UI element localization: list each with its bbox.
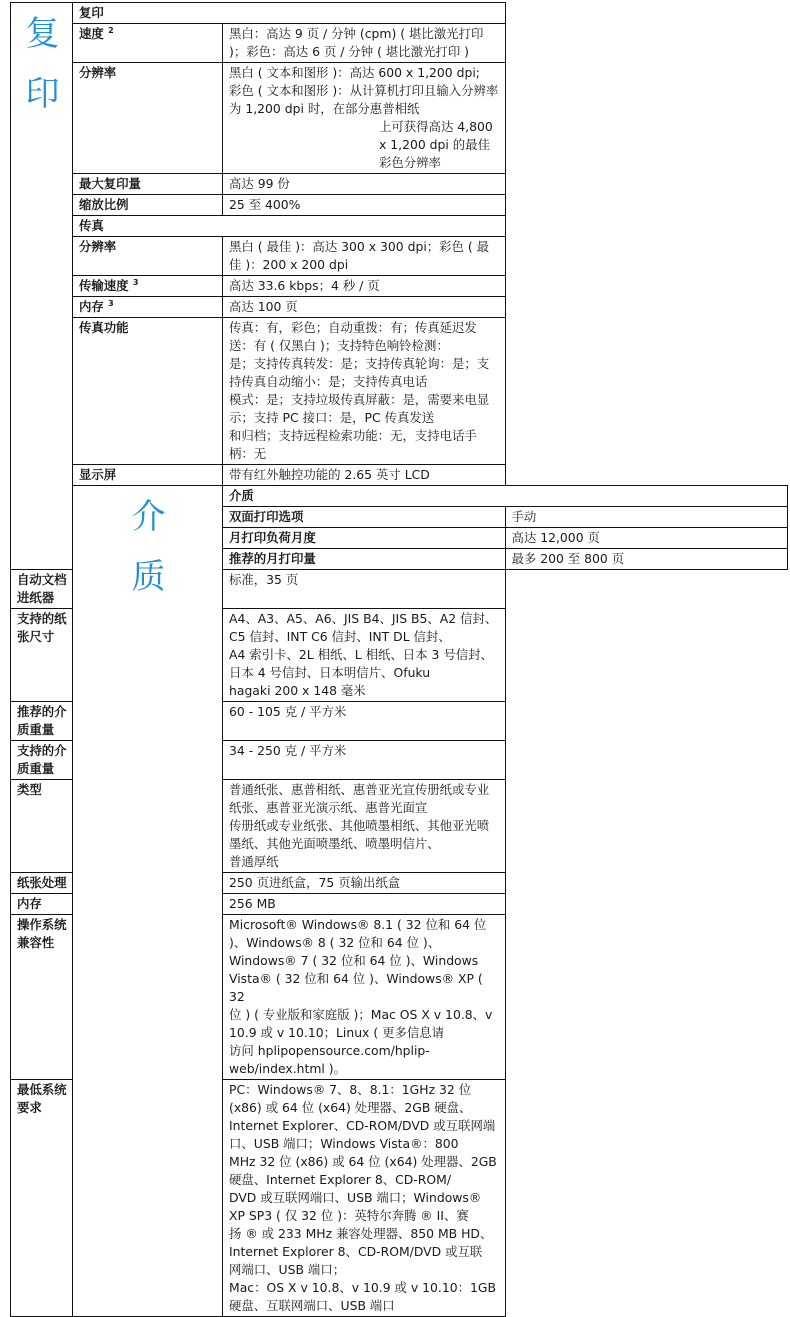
side-label-copy (11, 3, 73, 570)
section-title-copy: 复印 (73, 3, 506, 24)
section-title-fax: 传真 (73, 216, 506, 237)
row-value-fax-resolution: 黑白 ( 最佳 )：高达 300 x 300 dpi；彩色 ( 最佳 )：200 x 200 dpi (223, 237, 506, 276)
row-value-recommended-volume: 最多 200 至 800 页 (505, 549, 788, 570)
side-char-media-2: 质 (131, 557, 166, 597)
row-label-resolution: 分辨率 (73, 63, 223, 174)
row-label-paper-handling: 纸张处理 (11, 873, 73, 894)
row-label-fax-resolution: 分辨率 (73, 237, 223, 276)
row-value-display: 带有红外触控功能的 2.65 英寸 LCD (223, 465, 506, 486)
row-label-memory: 内存 (11, 894, 73, 915)
table-row (11, 276, 788, 297)
row-value-recommended-weight: 60 - 105 克 / 平方米 (223, 702, 506, 741)
row-value-memory: 256 MB (223, 894, 506, 915)
side-char-copy-1: 复 (25, 14, 60, 54)
row-label-duty-cycle: 月打印负荷月度 (223, 528, 506, 549)
row-label-recommended-volume: 推荐的月打印量 (223, 549, 506, 570)
row-label-duplex: 双面打印选项 (223, 507, 506, 528)
section-header-copy (11, 3, 788, 24)
row-value-paper-sizes: A4、A3、A5、A6、JIS B4、JIS B5、A2 信封、C5 信封、INT C6 信封、INT DL 信封、 A4 索引卡、2L 相纸、L 相纸、日本 3 号信封、日本 4 号信封、日本明信片、Ofuku hagaki 200 x 148 毫米 (223, 609, 506, 702)
table-row (11, 174, 788, 195)
row-label-types: 类型 (11, 780, 73, 873)
row-value-speed: 黑白：高达 9 页 / 分钟 (cpm) ( 堪比激光打印 )；彩色：高达 6 页 / 分钟 ( 堪比激光打印 ) (223, 24, 506, 63)
row-label-fax-memory: 内存 $^3$ (73, 297, 223, 318)
row-label-min-req: 最低系统要求 (11, 1080, 73, 1317)
row-value-resolution: 黑白 ( 文本和图形 )：高达 600 x 1,200 dpi; 彩色 ( 文本和图形 )：从计算机打印且输入分辨率为 1,200 dpi 时，在部分惠普相纸 上可获得高达 4,800 x 1,200 dpi 的最佳彩色分辨率 (223, 63, 506, 174)
spec-table (10, 2, 788, 1317)
table-row (11, 195, 788, 216)
table-row (11, 318, 788, 465)
table-row (11, 237, 788, 276)
row-value-min-req: PC：Windows® 7、8、8.1：1GHz 32 位 (x86) 或 64 位 (x64) 处理器、2GB 硬盘、 Internet Explorer、CD-ROM/DVD 或互联网端口、USB 端口；Windows Vista®：800 MHz 32 位 (x86) 或 64 位 (x64) 处理器、2GB 硬盘、Internet Explorer 8、CD-ROM/ DVD 或互联网端口、USB 端口；Windows® XP SP3 ( 仅 32 位 )：英特尔奔腾 ® II、赛 扬 ® 或 233 MHz 兼容处理器、850 MB HD、Internet Explorer 8、CD-ROM/DVD 或互联 网端口、USB 端口； Mac：OS X v 10.8、v 10.9 或 v 10.10：1GB 硬盘、互联网端口、USB 端口 (223, 1080, 506, 1317)
row-label-os: 操作系统兼容性 (11, 915, 73, 1080)
row-label-display: 显示屏 (73, 465, 223, 486)
spec-sheet (10, 2, 788, 1317)
side-char-copy-2: 印 (25, 74, 60, 114)
row-value-paper-handling: 250 页进纸盒，75 页输出纸盒 (223, 873, 506, 894)
side-label-media (73, 486, 223, 1317)
row-label-scaling: 缩放比例 (73, 195, 223, 216)
table-row (11, 63, 788, 174)
row-label-paper-sizes: 支持的纸张尺寸 (11, 609, 73, 702)
row-value-fax-memory: 高达 100 页 (223, 297, 506, 318)
row-value-scaling: 25 至 400% (223, 195, 506, 216)
section-header-media (11, 486, 788, 507)
row-label-speed: 速度 $^2$ (73, 24, 223, 63)
row-value-duty-cycle: 高达 12,000 页 (505, 528, 788, 549)
row-value-fax-speed: 高达 33.6 kbps；4 秒 / 页 (223, 276, 506, 297)
side-char-media-1: 介 (131, 497, 166, 537)
row-label-max-copies: 最大复印量 (73, 174, 223, 195)
row-value-duplex: 手动 (505, 507, 788, 528)
row-label-recommended-weight: 推荐的介质重量 (11, 702, 73, 741)
section-title-media: 介质 (223, 486, 788, 507)
row-label-supported-weight: 支持的介质重量 (11, 741, 73, 780)
table-row (11, 24, 788, 63)
row-value-max-copies: 高达 99 份 (223, 174, 506, 195)
row-value-fax-features: 传真：有，彩色；自动重拨：有；传真延迟发送：有 ( 仅黑白 )；支持特色响铃检测： 是；支持传真转发：是；支持传真轮询：是；支持传真自动缩小：是；支持传真电话 模式：是；支持垃圾传真屏蔽：是，需要来电显示；支持 PC 接口：是，PC 传真发送 和归档；支持远程检索功能：无，支持电话手柄：无 (223, 318, 506, 465)
row-value-os: Microsoft® Windows® 8.1 ( 32 位和 64 位 )、Windows® 8 ( 32 位和 64 位 )、 Windows® 7 ( 32 位和 64 位 )、Windows Vista® ( 32 位和 64 位 )、Windows® XP ( 32 位 ) ( 专业版和家庭版 )；Mac OS X v 10.8、v 10.9 或 v 10.10；Linux ( 更多信息请 访问 hplipopensource.com/hplip-web/index.html )。 (223, 915, 506, 1080)
table-row (11, 465, 788, 486)
row-value-types: 普通纸张、惠普相纸、惠普亚光宣传册纸或专业纸张、惠普亚光演示纸、惠普光面宣 传册纸或专业纸张、其他喷墨相纸、其他亚光喷墨纸、其他光面喷墨纸、喷墨明信片、 普通厚纸 (223, 780, 506, 873)
row-label-fax-features: 传真功能 (73, 318, 223, 465)
row-value-supported-weight: 34 - 250 克 / 平方米 (223, 741, 506, 780)
section-header-fax (11, 216, 788, 237)
row-label-adf: 自动文档进纸器 (11, 570, 73, 609)
row-label-fax-speed: 传输速度 $^3$ (73, 276, 223, 297)
table-row (11, 297, 788, 318)
row-value-adf: 标准，35 页 (223, 570, 506, 609)
